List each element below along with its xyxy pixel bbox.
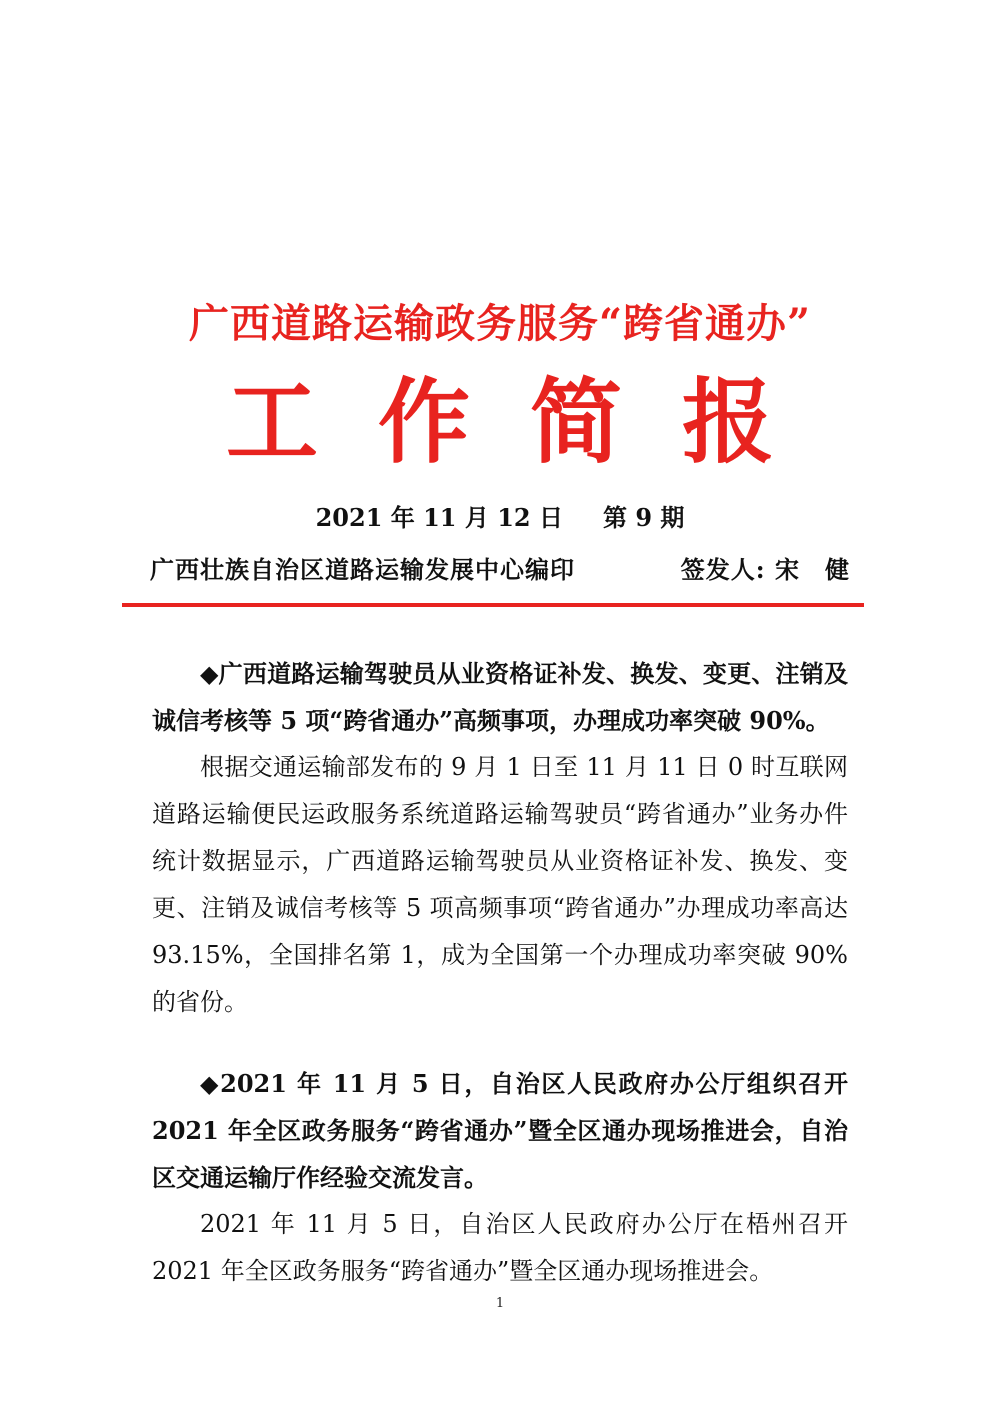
news-item-headline: ◆2021 年 11 月 5 日，自治区人民政府办公厅组织召开 2021 年全区政务服务“跨省通办”暨全区通办现场推进会，自治区交通运输厅作经验交流发言。 <box>152 1069 848 1192</box>
issue-number: 第 9 期 <box>602 503 685 532</box>
editor-line <box>150 550 850 585</box>
page-number: 1 <box>495 1296 505 1311</box>
news-item <box>152 1060 848 1295</box>
editor-name: 广西壮族自治区道路运输发展中心编印 <box>150 555 575 584</box>
news-item-body: 2021 年 11 月 5 日，自治区人民政府办公厅在梧州召开 2021 年全区政务服务“跨省通办”暨全区通办现场推进会。 <box>152 1210 848 1285</box>
masthead-subtitle: 工作简报 <box>225 368 834 476</box>
signer: 签发人: 宋 健 <box>680 555 850 584</box>
news-item-body: 根据交通运输部发布的 9 月 1 日至 11 月 11 日 0 时互联网道路运输便民运政服务系统道路运输驾驶员“跨省通办”业务办件统计数据显示，广西道路运输驾驶员从业资格证补发、换发、变更、注销及诚信考核等 5 项高频事项“跨省通办”办理成功率高达 93.15%，全国排名第 1，成为全国第一个办理成功率突破 90%的省份。 <box>152 753 848 1016</box>
news-item <box>152 650 848 1026</box>
masthead-title: 广西道路运输政务服务“跨省通办” <box>188 300 811 347</box>
issue-date: 2021 年 11 月 12 日 <box>315 503 563 532</box>
masthead-divider <box>122 603 864 607</box>
news-item-headline: ◆广西道路运输驾驶员从业资格证补发、换发、变更、注销及诚信考核等 5 项“跨省通办”高频事项，办理成功率突破 90%。 <box>152 659 848 735</box>
issue-line <box>0 498 1000 533</box>
